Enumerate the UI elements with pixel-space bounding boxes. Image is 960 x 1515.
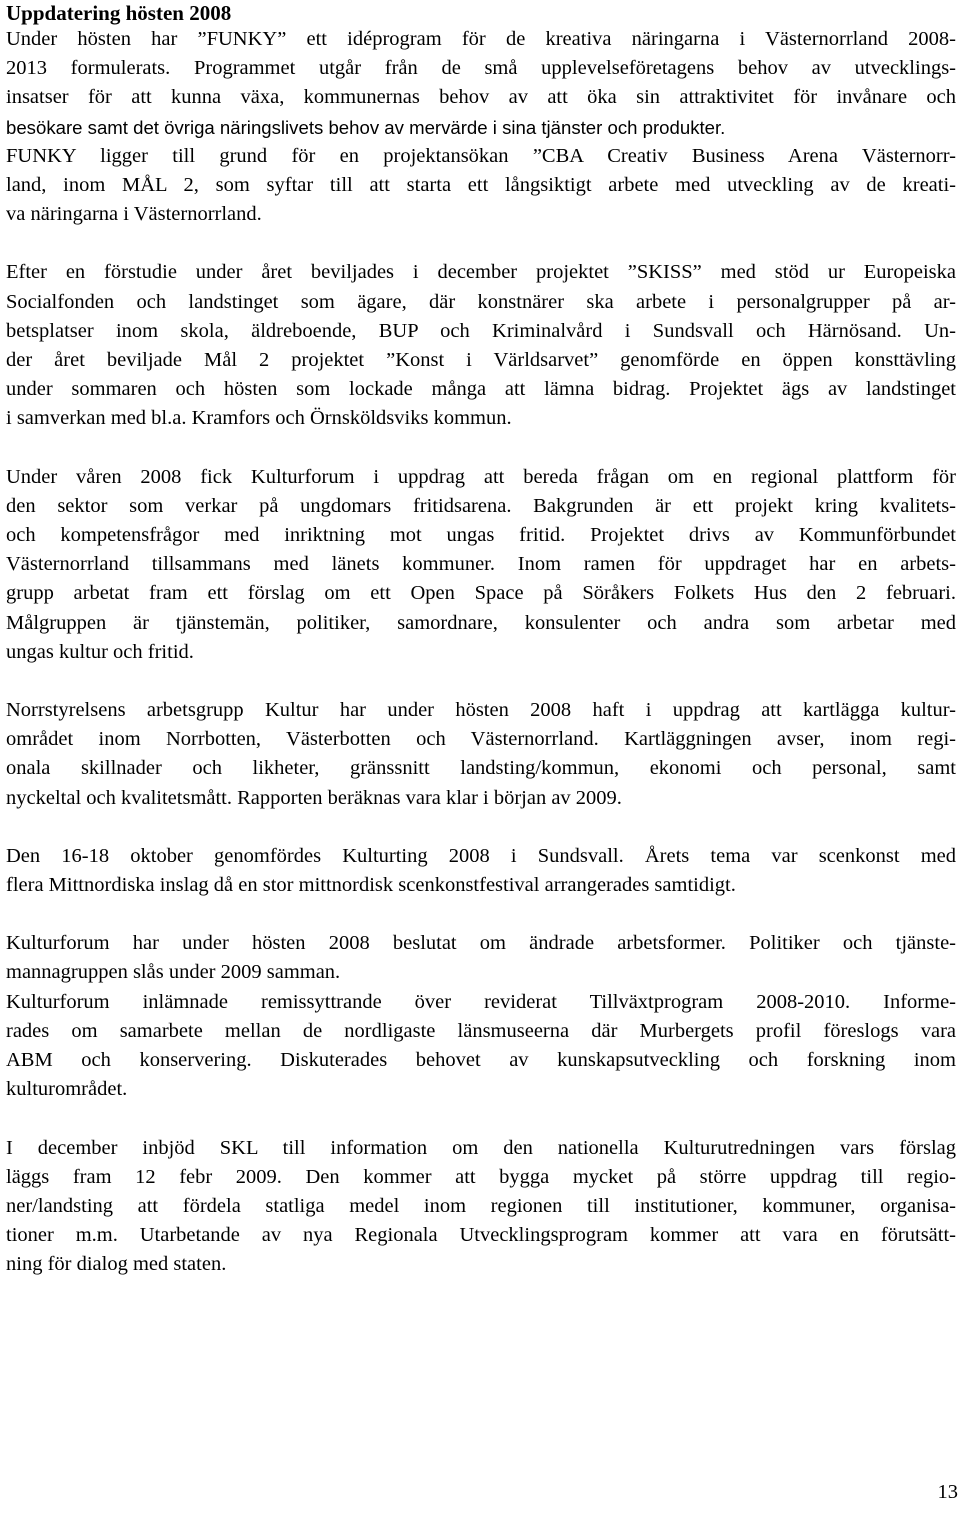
paragraph: [6, 696, 956, 813]
text-line: Efter en förstudie under året beviljades i december projektet ”SKISS” med stöd ur Europeiska: [6, 261, 956, 284]
paragraph: [6, 258, 956, 433]
text-line: der året beviljade Mål 2 projektet ”Konst i Världsarvet” genomförde en öppen konsttävling: [6, 349, 956, 372]
text-line: land, inom MÅL 2, som syftar till att starta ett långsiktigt arbete med utveckling av de kreati-: [6, 174, 956, 197]
text-line: va näringarna i Västernorrland.: [6, 203, 262, 226]
text-line: och kompetensfrågor med inriktning mot ungas fritid. Projektet drivs av Kommunförbundet: [6, 524, 956, 547]
paragraph: [6, 842, 956, 900]
document-body: [6, 25, 956, 1280]
text-line: Under våren 2008 fick Kulturforum i uppdrag att bereda frågan om en regional plattform för: [6, 465, 956, 488]
text-line: den sektor som verkar på ungdomars fritidsarena. Bakgrunden är ett projekt kring kvalitets-: [6, 494, 956, 517]
text-line: läggs fram 12 febr 2009. Den kommer att bygga mycket på större uppdrag till regio-: [6, 1165, 956, 1188]
section-heading: Uppdatering hösten 2008: [6, 1, 232, 25]
text-line: ABM och konservering. Diskuterades behovet av kunskapsutveckling och forskning inom: [6, 1049, 956, 1072]
text-line: grupp arbetat fram ett förslag om ett Open Space på Söråkers Folkets Hus den 2 februari.: [6, 582, 956, 605]
text-line: ning för dialog med staten.: [6, 1253, 227, 1276]
text-line: insatser för att kunna växa, kommunernas behov av att öka sin attraktivitet för invånare och: [6, 86, 956, 109]
text-line: mannagruppen slås under 2009 samman.: [6, 961, 341, 984]
text-line: Den 16-18 oktober genomfördes Kulturting 2008 i Sundsvall. Årets tema var scenkonst med: [6, 844, 956, 867]
paragraph-gap: [6, 900, 956, 929]
text-line: kulturområdet.: [6, 1078, 128, 1101]
paragraph-gap: [6, 1105, 956, 1134]
text-line: onala skillnader och likheter, gränssnitt landsting/kommun, ekonomi och personal, samt: [6, 757, 956, 780]
paragraph-gap: [6, 667, 956, 696]
text-line: tioner m.m. Utarbetande av nya Regionala Utvecklingsprogram kommer att vara en förutsätt-: [6, 1224, 956, 1247]
page-number: 13: [937, 1481, 958, 1503]
text-line: I december inbjöd SKL till information om den nationella Kulturutredningen vars förslag: [6, 1136, 956, 1159]
text-line: besökare samt det övriga näringslivets behov av mervärde i sina tjänster och produkter.: [6, 116, 726, 138]
paragraph-gap: [6, 813, 956, 842]
text-line: Västernorrland tillsammans med länets kommuner. Inom ramen för uppdraget har en arbets-: [6, 553, 956, 576]
text-line: i samverkan med bl.a. Kramfors och Örnsköldsviks kommun.: [6, 407, 512, 430]
text-line: ner/landsting att fördela statliga medel inom regionen till institutioner, kommuner, organisa-: [6, 1194, 956, 1217]
text-line: 2013 formulerats. Programmet utgår från de små upplevelseföretagens behov av utvecklings-: [6, 57, 956, 80]
paragraph-gap: [6, 434, 956, 463]
text-line: nyckeltal och kvalitetsmått. Rapporten beräknas vara klar i början av 2009.: [6, 786, 622, 809]
text-line: Kulturforum har under hösten 2008 beslutat om ändrade arbetsformer. Politiker och tjänste-: [6, 932, 956, 955]
text-line: under sommaren och hösten som lockade många att lämna bidrag. Projektet ägs av landstinget: [6, 378, 956, 401]
text-line: ungas kultur och fritid.: [6, 640, 194, 663]
text-line: Kulturforum inlämnade remissyttrande över reviderat Tillväxtprogram 2008-2010. Informe-: [6, 990, 956, 1013]
text-line: rades om samarbete mellan de nordligaste länsmuseerna där Murbergets profil föreslogs vara: [6, 1019, 956, 1042]
text-line: FUNKY ligger till grund för en projektansökan ”CBA Creativ Business Arena Västernorr-: [6, 144, 956, 167]
text-line: flera Mittnordiska inslag då en stor mittnordisk scenkonstfestival arrangerades samtidigt.: [6, 874, 736, 897]
document-page: [6, 0, 956, 1280]
paragraph: [6, 929, 956, 1104]
text-line: betsplatser inom skola, äldreboende, BUP och Kriminalvård i Sundsvall och Härnösand. Un-: [6, 319, 956, 342]
text-line: Målgruppen är tjänstemän, politiker, samordnare, konsulenter och andra som arbetar med: [6, 611, 956, 634]
paragraph: [6, 25, 956, 229]
text-line: Under hösten har ”FUNKY” ett idéprogram för de kreativa näringarna i Västernorrland 2008-: [6, 28, 956, 50]
paragraph-gap: [6, 229, 956, 258]
paragraph: [6, 1134, 956, 1280]
text-line: Norrstyrelsens arbetsgrupp Kultur har under hösten 2008 haft i uppdrag att kartlägga kultur-: [6, 699, 956, 722]
text-line: Socialfonden och landstinget som ägare, där konstnärer ska arbete i personalgrupper på ar-: [6, 290, 956, 313]
paragraph: [6, 463, 956, 667]
text-line: området inom Norrbotten, Västerbotten och Västernorrland. Kartläggningen avser, inom regi-: [6, 728, 956, 751]
